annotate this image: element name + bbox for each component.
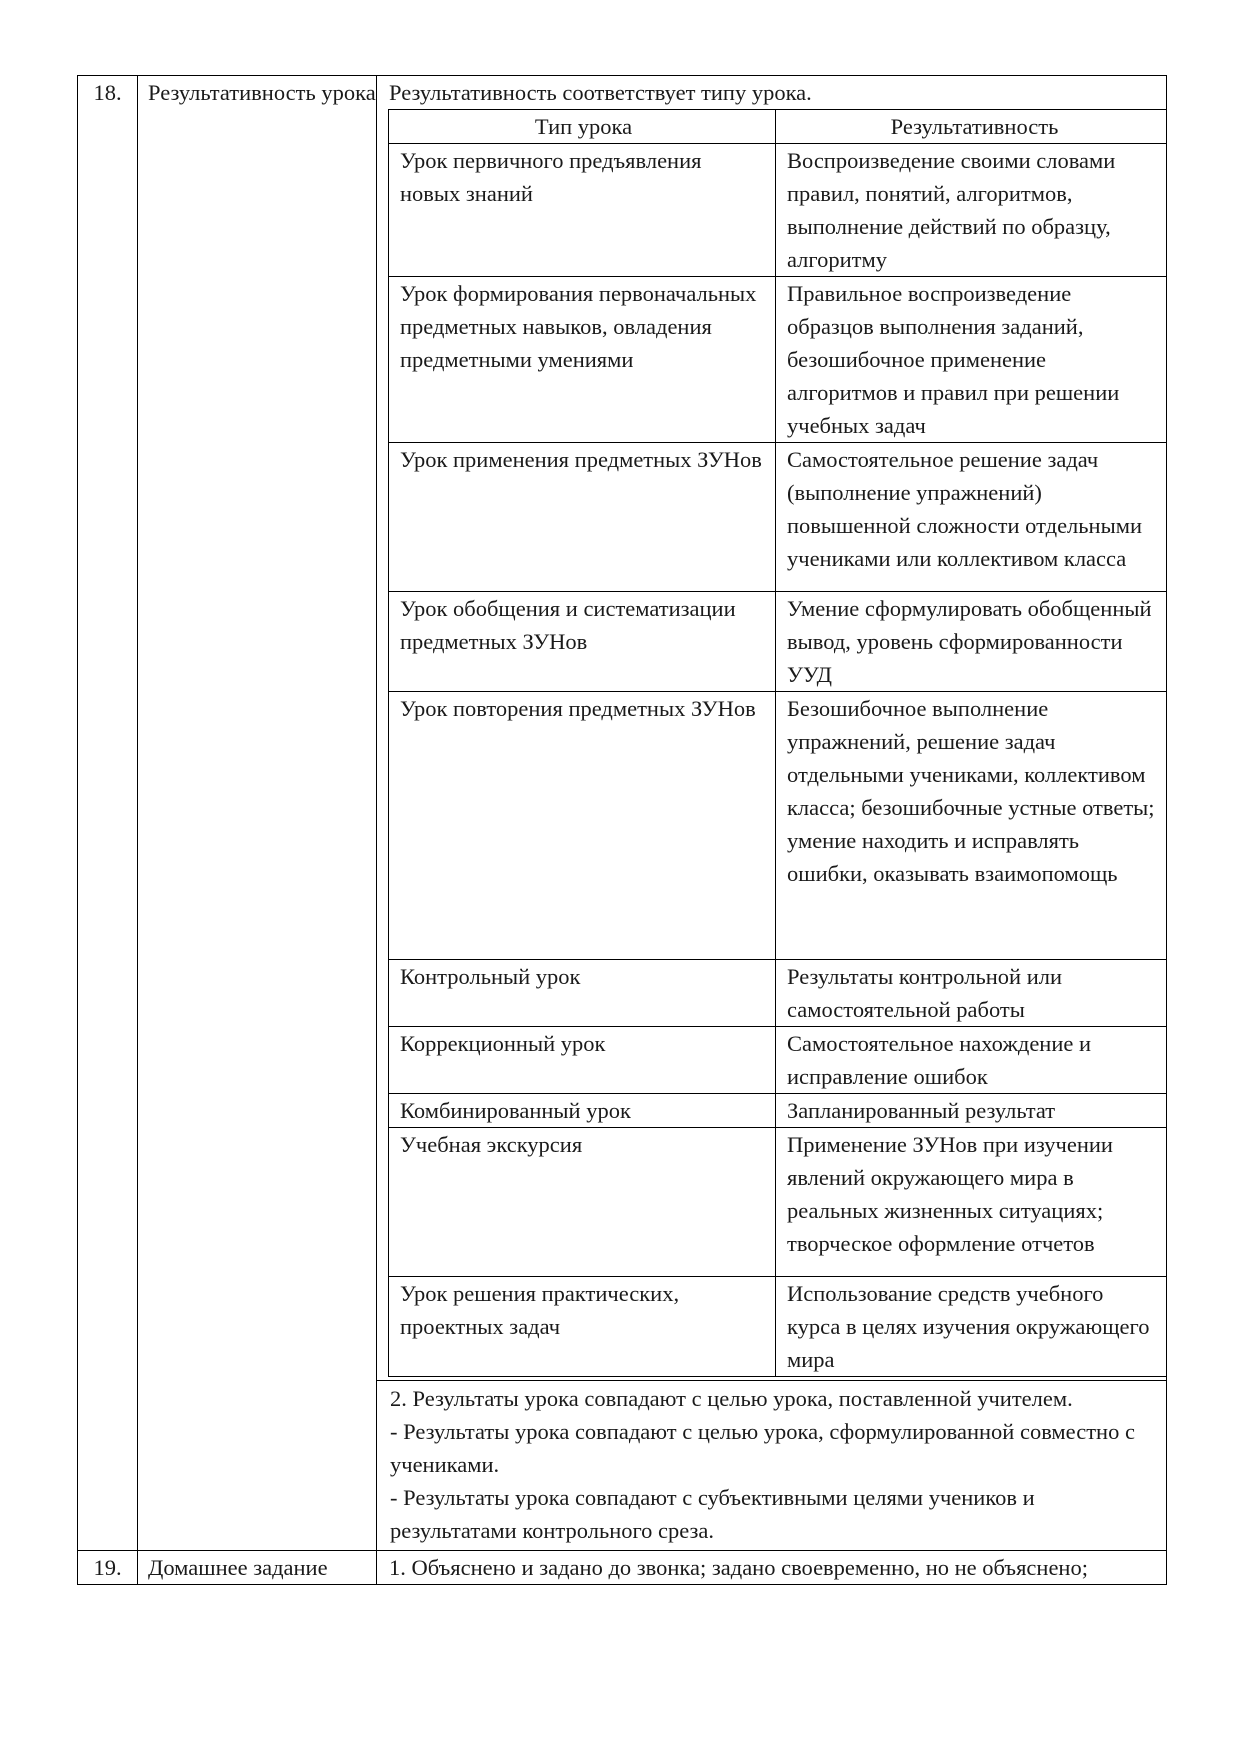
table-row <box>389 592 1167 692</box>
row-number: 18. <box>78 76 138 1551</box>
lesson-type-cell: Урок повторения предметных ЗУНов <box>389 692 776 960</box>
criterion-cell: Домашнее задание <box>138 1551 377 1585</box>
result-cell: Самостоятельное решение задач (выполнение упражнений) повышенной сложности отдельными учениками или коллективом класса <box>776 443 1167 592</box>
result-cell: Правильное воспроизведение образцов выполнения заданий, безошибочное применение алгоритмов и правил при решении учебных задач <box>776 277 1167 443</box>
lesson-type-cell: Урок решения практических, проектных задач <box>389 1277 776 1377</box>
table-row <box>389 1027 1167 1094</box>
lesson-type-cell: Контрольный урок <box>389 960 776 1027</box>
result-cell: Запланированный результат <box>776 1094 1167 1128</box>
result-cell: Безошибочное выполнение упражнений, решение задач отдельными учениками, коллективом класса; безошибочные устные ответы; умение находить и исправлять ошибки, оказывать взаимопомощь <box>776 692 1167 960</box>
lesson-type-table <box>388 109 1167 1377</box>
row-number: 19. <box>78 1551 138 1585</box>
header-lesson-type: Тип урока <box>389 110 776 144</box>
table-row-19 <box>78 1551 1167 1585</box>
result-cell: Воспроизведение своими словами правил, понятий, алгоритмов, выполнение действий по образцу, алгоритму <box>776 144 1167 277</box>
inner-header-row <box>389 110 1167 144</box>
table-row <box>389 144 1167 277</box>
results-notes <box>377 1380 1166 1550</box>
table-row <box>389 1094 1167 1128</box>
lesson-type-cell: Урок первичного предъявления новых знаний <box>389 144 776 277</box>
header-result: Результативность <box>776 110 1167 144</box>
note-line: - Результаты урока совпадают с субъективными целями учеников и результатами контрольного среза. <box>390 1485 1035 1543</box>
table-row <box>389 1128 1167 1277</box>
description-cell <box>377 76 1167 1551</box>
result-cell: Умение сформулировать обобщенный вывод, уровень сформированности УУД <box>776 592 1167 692</box>
result-cell: Результаты контрольной или самостоятельной работы <box>776 960 1167 1027</box>
lesson-type-cell: Комбинированный урок <box>389 1094 776 1128</box>
lesson-type-cell: Урок формирования первоначальных предметных навыков, овладения предметными умениями <box>389 277 776 443</box>
note-line: 2. Результаты урока совпадают с целью урока, поставленной учителем. <box>390 1386 1073 1411</box>
table-row <box>389 692 1167 960</box>
result-cell: Использование средств учебного курса в целях изучения окружающего мира <box>776 1277 1167 1377</box>
table-row <box>389 277 1167 443</box>
criterion-cell: Результативность урока <box>138 76 377 1551</box>
intro-text: Результативность соответствует типу урока. <box>389 80 812 105</box>
lesson-type-cell: Урок применения предметных ЗУНов <box>389 443 776 592</box>
table-row <box>389 960 1167 1027</box>
table-row <box>389 443 1167 592</box>
lesson-evaluation-table <box>77 75 1167 1585</box>
note-line: - Результаты урока совпадают с целью урока, сформулированной совместно с учениками. <box>390 1419 1135 1477</box>
lesson-type-cell: Учебная экскурсия <box>389 1128 776 1277</box>
result-cell: Самостоятельное нахождение и исправление ошибок <box>776 1027 1167 1094</box>
result-cell: Применение ЗУНов при изучении явлений окружающего мира в реальных жизненных ситуациях; творческое оформление отчетов <box>776 1128 1167 1277</box>
lesson-type-cell: Коррекционный урок <box>389 1027 776 1094</box>
lesson-type-cell: Урок обобщения и систематизации предметных ЗУНов <box>389 592 776 692</box>
table-row-18 <box>78 76 1167 1551</box>
table-row <box>389 1277 1167 1377</box>
description-cell: 1. Объяснено и задано до звонка; задано своевременно, но не объяснено; <box>377 1551 1167 1585</box>
